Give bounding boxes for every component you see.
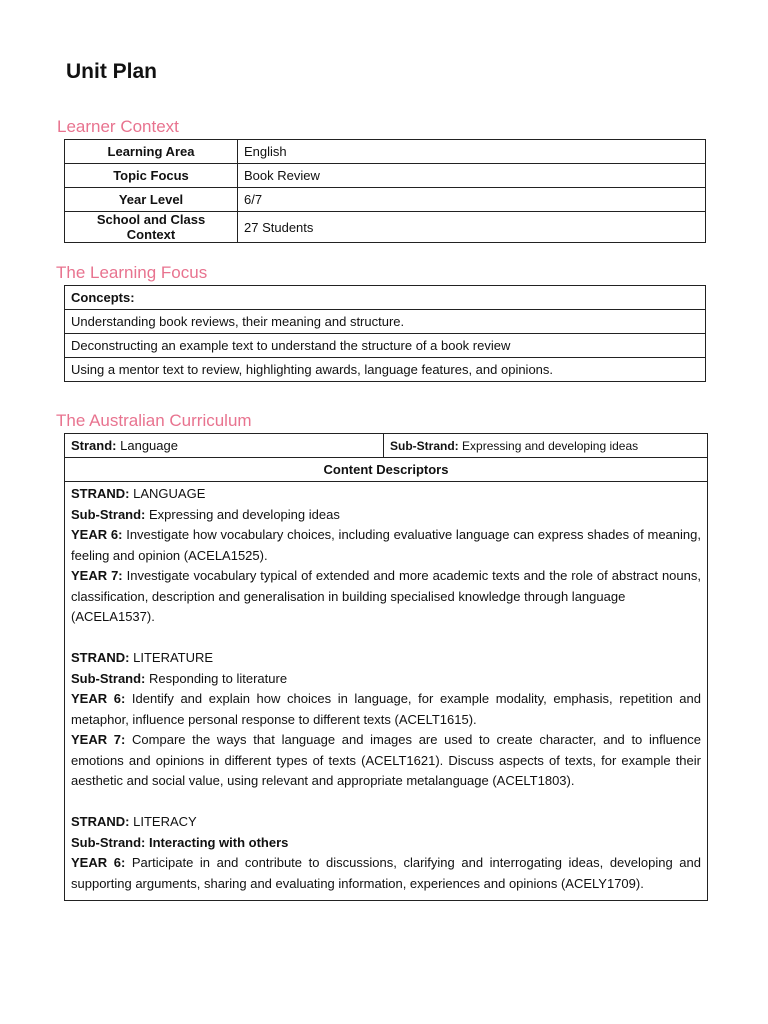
strand-line xyxy=(71,484,701,505)
substrand-line-value: Responding to literature xyxy=(149,670,288,686)
year7-code: (ACELA1537). xyxy=(71,609,155,624)
year7-text: Compare the ways that language and images are used to create character, and to influence emotions and opinions in different types of texts (ACELT1621). Discuss aspects of texts, for example their aesthetic and social value, using relevant and appropriate metalanguage (ACELT1803). xyxy=(71,732,702,788)
year6-label: YEAR 6: xyxy=(71,527,123,542)
concept-item: Using a mentor text to review, highlighting awards, language features, and opinions. xyxy=(65,358,706,382)
year6-text: Identify and explain how choices in language, for example modality, emphasis, repetition and metaphor, influence personal response to different texts (ACELT1615). xyxy=(71,691,701,727)
row-label: Topic Focus xyxy=(65,164,238,188)
substrand-line-label: Sub-Strand: xyxy=(71,670,146,686)
curriculum-heading: The Australian Curriculum xyxy=(56,411,252,430)
learner-context-table xyxy=(64,139,706,243)
table-row xyxy=(65,188,706,212)
year6-text: Participate in and contribute to discussions, clarifying and interrogating ideas, developing and supporting arguments, sharing and evaluating information, experiences and opinions (ACELY1709). xyxy=(71,855,701,891)
substrand-line xyxy=(71,833,701,854)
table-row xyxy=(65,164,706,188)
strand-line-label: STRAND: xyxy=(71,650,130,665)
row-label: Year Level xyxy=(65,188,238,212)
strand-value: Language xyxy=(120,438,178,453)
strand-line-label: STRAND: xyxy=(71,486,130,501)
content-descriptors-body xyxy=(65,482,708,901)
year7-label: YEAR 7: xyxy=(71,568,123,583)
year6-text: Investigate how vocabulary choices, including evaluative language can express shades of meaning, feeling and opinion (ACELA1525). xyxy=(71,527,701,563)
learning-focus-table xyxy=(64,285,706,382)
strand-line-value: LANGUAGE xyxy=(133,486,206,501)
table-row xyxy=(65,458,708,482)
substrand-line xyxy=(71,669,701,690)
strand-line-value: LITERATURE xyxy=(133,650,214,665)
row-value: Book Review xyxy=(238,164,706,188)
row-value: 27 Students xyxy=(238,212,706,243)
year6-label: YEAR 6: xyxy=(71,691,126,706)
row-value: 6/7 xyxy=(238,188,706,212)
table-row xyxy=(65,212,706,243)
year7-label: YEAR 7: xyxy=(71,732,126,747)
table-row xyxy=(65,286,706,310)
year6-paragraph xyxy=(71,689,701,730)
substrand-label: Sub-Strand: xyxy=(390,438,459,453)
strand-line-value: LITERACY xyxy=(133,814,197,829)
page-title: Unit Plan xyxy=(66,60,158,83)
table-row xyxy=(65,482,708,901)
table-row xyxy=(65,434,708,458)
curriculum-table xyxy=(64,433,708,901)
year6-label: YEAR 6: xyxy=(71,855,126,870)
substrand-line-label: Sub-Strand: xyxy=(71,506,146,522)
strand-cell xyxy=(65,434,384,458)
table-row xyxy=(65,310,706,334)
concept-item: Deconstructing an example text to understand the structure of a book review xyxy=(65,334,706,358)
strand-line-label: STRAND: xyxy=(71,814,130,829)
concepts-label: Concepts: xyxy=(65,286,706,310)
concept-item: Understanding book reviews, their meaning and structure. xyxy=(65,310,706,334)
year6-paragraph xyxy=(71,525,701,566)
strand-label: Strand: xyxy=(71,438,117,453)
year7-paragraph xyxy=(71,566,701,607)
table-row xyxy=(65,358,706,382)
strand-line xyxy=(71,648,701,669)
strand-line xyxy=(71,812,701,833)
table-row xyxy=(65,140,706,164)
year7-text: Investigate vocabulary typical of extended and more academic texts and the role of abstract nouns, classification, description and generalisation in building specialised knowledge through language xyxy=(71,568,701,604)
substrand-line-value: Expressing and developing ideas xyxy=(149,506,340,522)
row-label: Learning Area xyxy=(65,140,238,164)
substrand-cell xyxy=(384,434,708,458)
substrand-line-label: Sub-Strand: Interacting with others xyxy=(71,834,289,850)
year6-paragraph xyxy=(71,853,701,894)
learning-focus-heading: The Learning Focus xyxy=(56,263,208,282)
substrand-value: Expressing and developing ideas xyxy=(462,438,639,453)
row-value: English xyxy=(238,140,706,164)
substrand-line xyxy=(71,505,701,526)
content-descriptors-label: Content Descriptors xyxy=(65,458,708,482)
row-label: School and Class Context xyxy=(65,212,238,243)
table-row xyxy=(65,334,706,358)
learner-context-heading: Learner Context xyxy=(57,117,179,136)
year7-paragraph xyxy=(71,730,701,792)
